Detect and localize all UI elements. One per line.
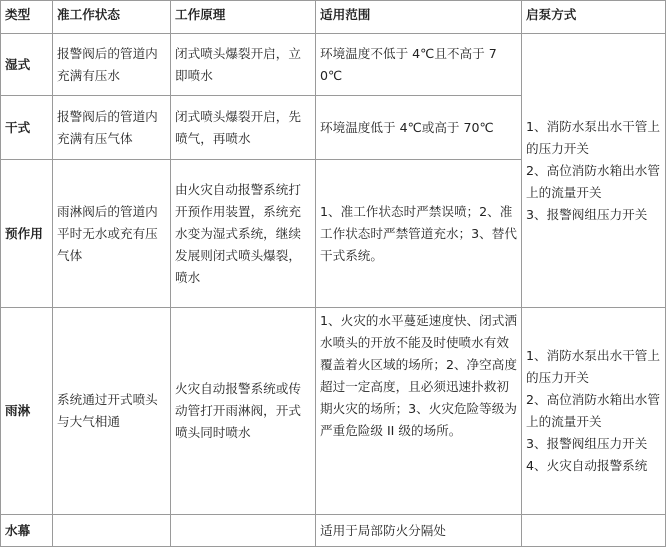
scope-wet: 环境温度不低于 4℃且不高于 70℃ xyxy=(316,34,522,96)
pump-start-item: 3、报警阀组压力开关 xyxy=(526,436,648,451)
row-deluge xyxy=(1,308,666,515)
pump-start-item: 1、消防水泵出水干管上的压力开关 xyxy=(526,348,660,385)
principle-deluge: 火灾自动报警系统或传动管打开雨淋阀，开式喷头同时喷水 xyxy=(171,308,316,515)
standby-wet: 报警阀后的管道内充满有压水 xyxy=(53,34,171,96)
scope-preaction: 1、准工作状态时严禁误喷；2、准工作状态时严禁管道充水；3、替代干式系统。 xyxy=(316,160,522,308)
pump-start-item: 4、火灾自动报警系统 xyxy=(526,458,648,473)
type-dry: 干式 xyxy=(1,96,53,160)
standby-deluge: 系统通过开式喷头与大气相通 xyxy=(53,308,171,515)
principle-preaction: 由火灾自动报警系统打开预作用装置，系统充水变为湿式系统，继续发展则闭式喷头爆裂，喷水 xyxy=(171,160,316,308)
header-row xyxy=(1,1,666,34)
header-scope: 适用范围 xyxy=(316,1,522,34)
pump-start-item: 3、报警阀组压力开关 xyxy=(526,206,648,222)
standby-drencher xyxy=(53,515,171,547)
row-wet xyxy=(1,34,666,96)
type-wet: 湿式 xyxy=(1,34,53,96)
pump-start-group-1 xyxy=(522,34,666,308)
type-drencher: 水幕 xyxy=(1,515,53,547)
standby-dry: 报警阀后的管道内充满有压气体 xyxy=(53,96,171,160)
type-deluge: 雨淋 xyxy=(1,308,53,515)
principle-wet: 闭式喷头爆裂开启，立即喷水 xyxy=(171,34,316,96)
scope-drencher: 适用于局部防火分隔处 xyxy=(316,515,522,547)
standby-preaction: 雨淋阀后的管道内平时无水或充有压气体 xyxy=(53,160,171,308)
pump-start-item: 1、消防水泵出水干管上的压力开关 xyxy=(526,118,660,156)
header-type: 类型 xyxy=(1,1,53,34)
principle-drencher xyxy=(171,515,316,547)
pump-start-item: 2、高位消防水箱出水管上的流量开关 xyxy=(526,392,660,429)
header-pump-start: 启泵方式 xyxy=(522,1,666,34)
pump-start-item: 2、高位消防水箱出水管上的流量开关 xyxy=(526,162,660,200)
pump-start-group-2 xyxy=(522,308,666,515)
header-principle: 工作原理 xyxy=(171,1,316,34)
scope-dry: 环境温度低于 4℃或高于 70℃ xyxy=(316,96,522,160)
type-preaction: 预作用 xyxy=(1,160,53,308)
principle-dry: 闭式喷头爆裂开启，先喷气，再喷水 xyxy=(171,96,316,160)
pump-start-drencher xyxy=(522,515,666,547)
header-standby-state: 准工作状态 xyxy=(53,1,171,34)
scope-deluge: 1、火灾的水平蔓延速度快、闭式洒水喷头的开放不能及时使喷水有效覆盖着火区域的场所；2、净空高度超过一定高度，且必须迅速扑救初期火灾的场所；3、火灾危险等级为严重危险级 II 级的场所。 xyxy=(316,308,522,515)
row-drencher xyxy=(1,515,666,547)
